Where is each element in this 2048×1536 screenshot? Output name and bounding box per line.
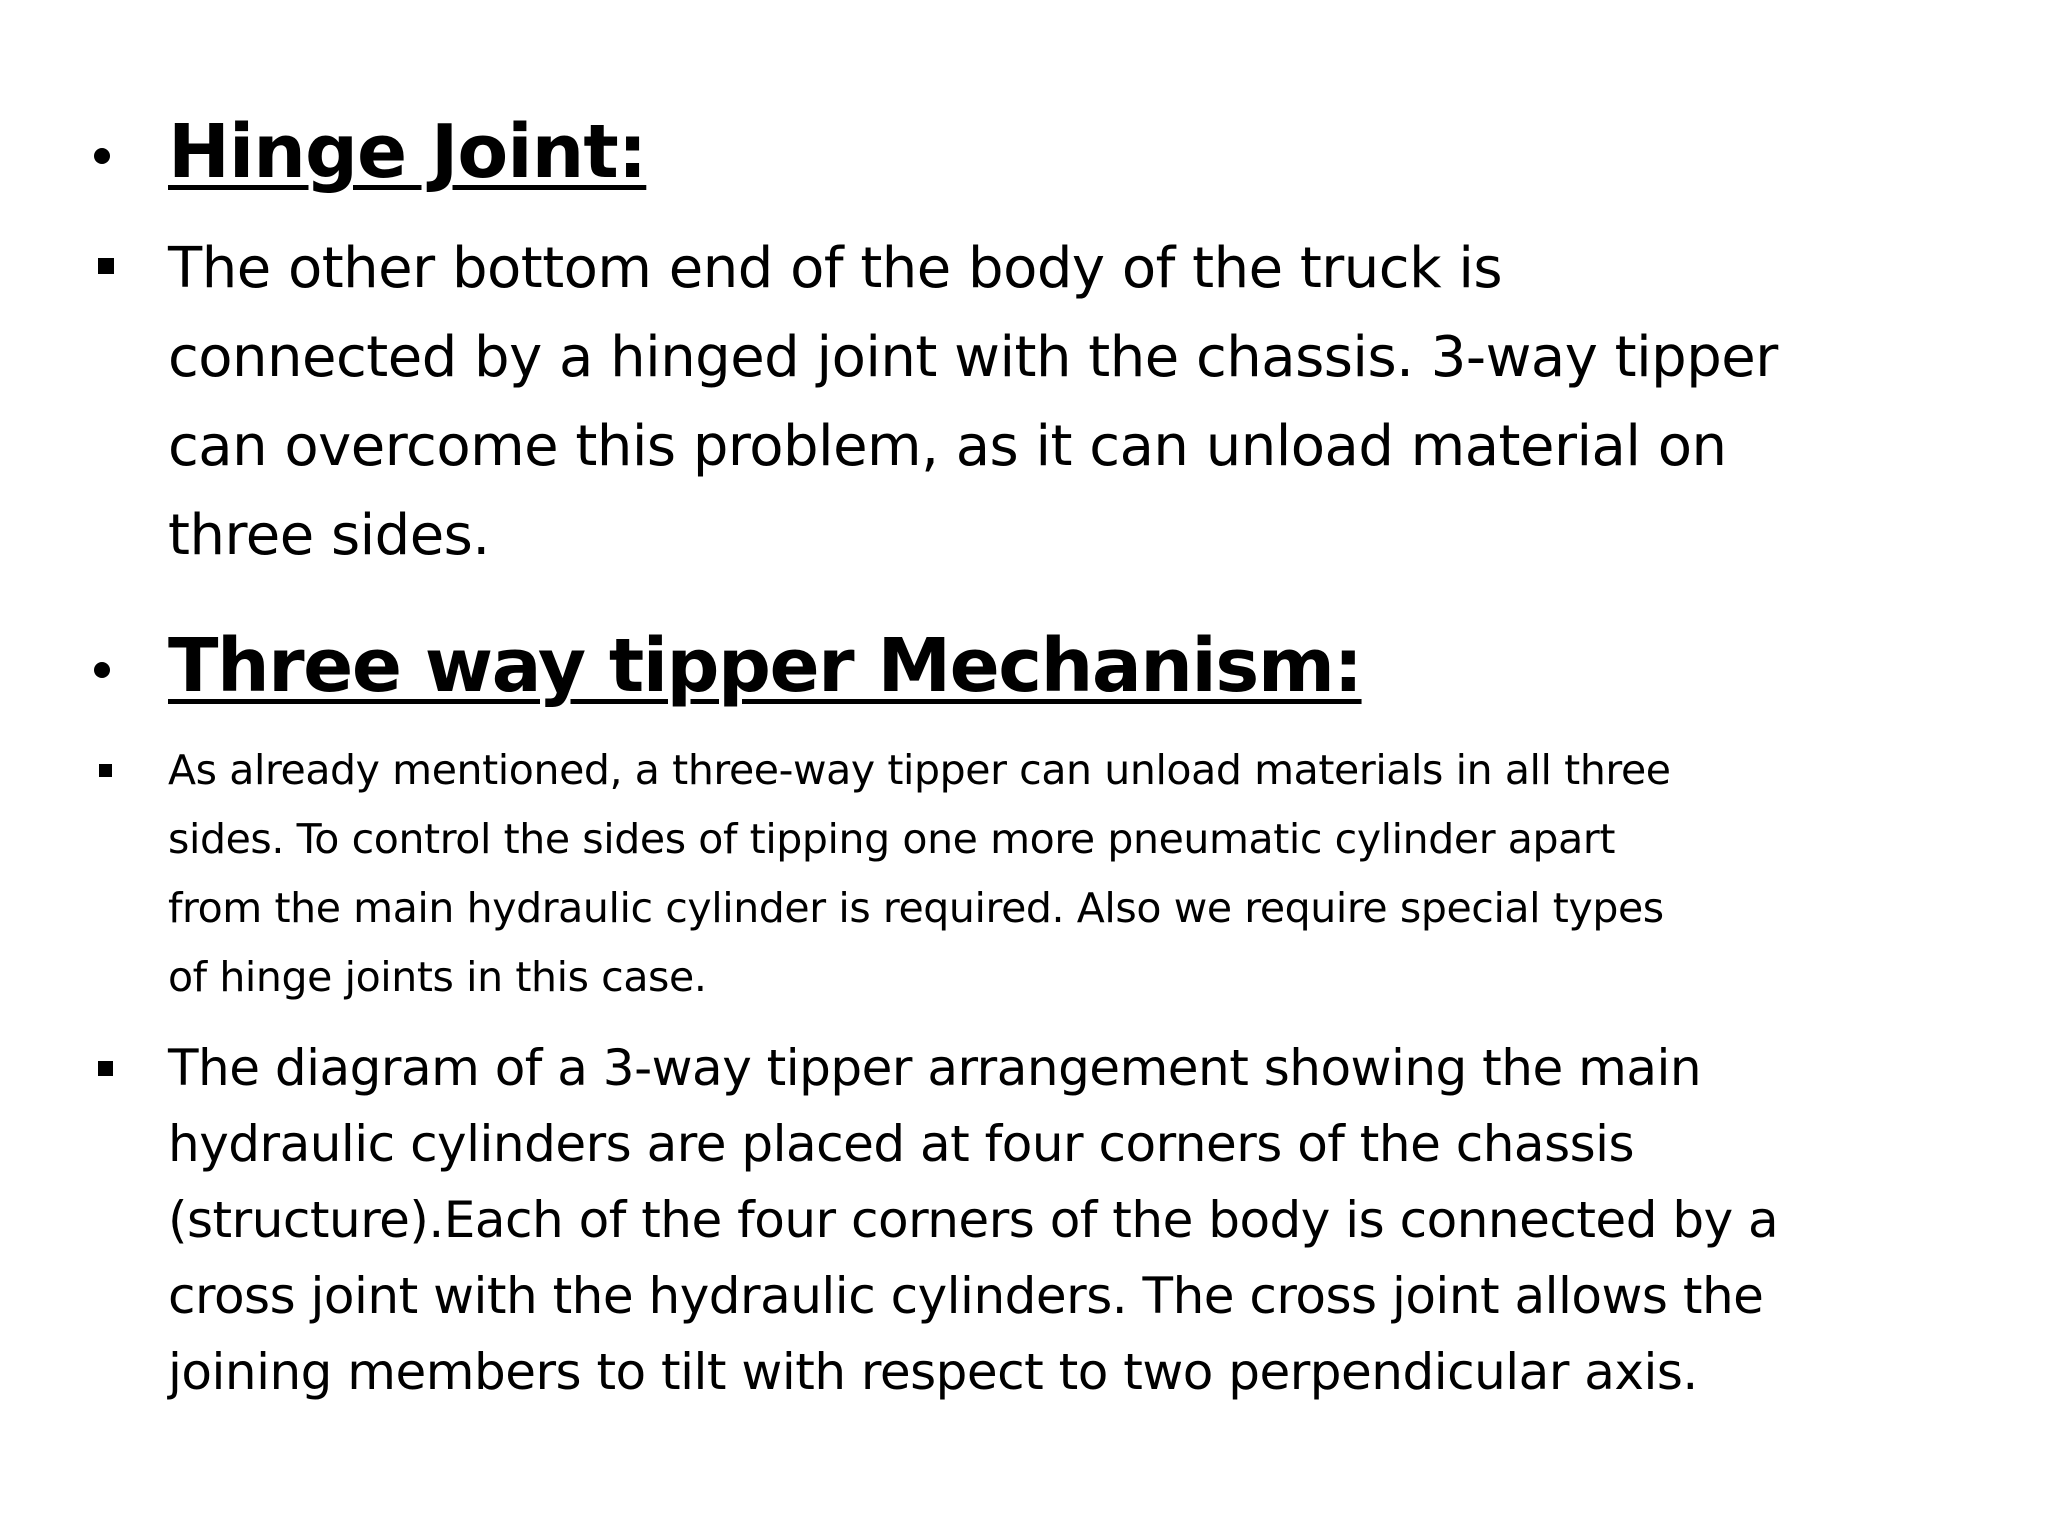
section-heading-row — [0, 616, 2048, 716]
bullet-item — [0, 230, 2048, 590]
round-bullet-icon — [94, 148, 110, 164]
text-line: (structure).Each of the four corners of the body is connected by a — [168, 1191, 1779, 1249]
bullet-item — [0, 1036, 2048, 1416]
text-line: sides. To control the sides of tipping one more pneumatic cylinder apart — [168, 815, 1616, 863]
text-line: As already mentioned, a three-way tipper can unload materials in all three — [168, 746, 1671, 794]
text-line: The other bottom end of the body of the truck is — [168, 236, 1503, 301]
text-line: The diagram of a 3-way tipper arrangement showing the main — [168, 1039, 1702, 1097]
bullet-text — [168, 1030, 1778, 1410]
text-line: joining members to tilt with respect to two perpendicular axis. — [168, 1343, 1698, 1401]
square-bullet-icon — [99, 764, 112, 777]
section-heading: Three way tipper Mechanism: — [168, 623, 1362, 709]
round-bullet-icon — [94, 662, 110, 678]
bullet-item — [0, 742, 2048, 1012]
text-line: from the main hydraulic cylinder is required. Also we require special types — [168, 884, 1664, 932]
square-bullet-icon — [98, 1061, 113, 1076]
text-line: three sides. — [168, 503, 490, 568]
section-heading-row — [0, 104, 2048, 200]
section-heading: Hinge Joint: — [168, 109, 647, 195]
text-line: hydraulic cylinders are placed at four corners of the chassis — [168, 1115, 1635, 1173]
text-line: cross joint with the hydraulic cylinders. The cross joint allows the — [168, 1267, 1764, 1325]
text-line: can overcome this problem, as it can unload material on — [168, 414, 1727, 479]
text-line: connected by a hinged joint with the chassis. 3-way tipper — [168, 325, 1778, 390]
bullet-text — [168, 736, 1671, 1012]
text-line: of hinge joints in this case. — [168, 953, 707, 1001]
square-bullet-icon — [98, 258, 114, 274]
bullet-text — [168, 224, 1778, 580]
